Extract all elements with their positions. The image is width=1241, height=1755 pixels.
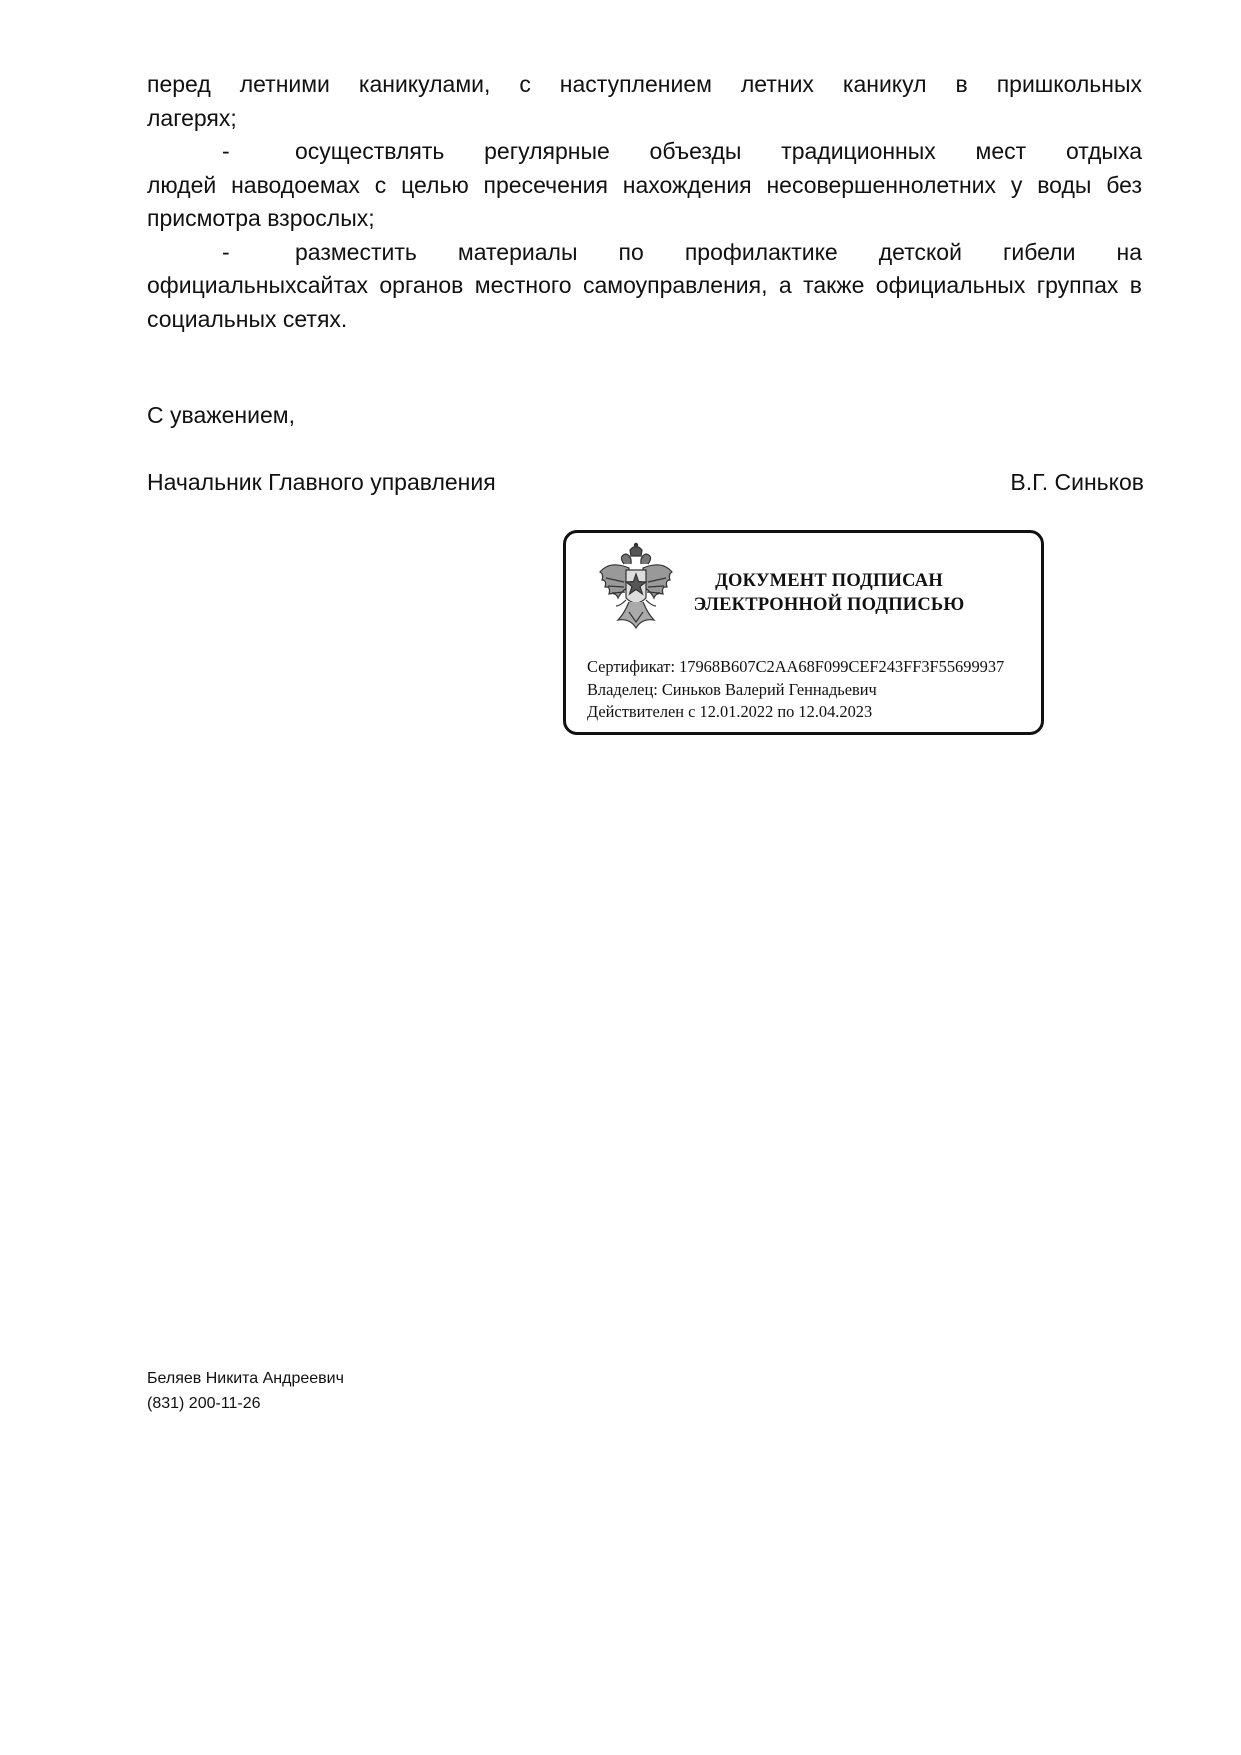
continuation-paragraph [147, 68, 1142, 135]
continuation-line-2: лагерях; [147, 104, 237, 131]
certificate-owner: Владелец: Синьков Валерий Геннадьевич [587, 679, 877, 699]
list-item-lead: разместить материалы по профилактике детской гибели на [295, 238, 1142, 265]
certificate-validity: Действителен с 12.01.2022 по 12.04.2023 [587, 702, 873, 721]
signer-name: В.Г. Синьков [1010, 469, 1144, 495]
executor-phone: (831) 200-11-26 [147, 1395, 261, 1412]
stamp-details [587, 656, 1041, 724]
list-item [147, 236, 1142, 337]
list-marker: - [222, 138, 230, 164]
emblem-icon [596, 542, 676, 634]
signer-role: Начальник Главного управления [147, 469, 496, 495]
continuation-line-1: перед летними каникулами, с наступлением летних каникул в пришкольных [147, 71, 1142, 97]
certificate-number: Сертификат: 17968B607C2AA68F099CEF243FF3F55699937 [587, 657, 1005, 676]
letter-body [147, 68, 1142, 336]
list-marker: - [222, 238, 230, 265]
list-item [147, 135, 1142, 236]
executor-contact [147, 1366, 344, 1416]
list-item-text: людей наводоемах с целью пресечения нахождения несовершеннолетних у воды без присмотра взрослых; [147, 171, 1142, 231]
electronic-signature-stamp [563, 530, 1044, 735]
executor-name: Беляев Никита Андреевич [147, 1370, 344, 1387]
stamp-title-line-2: ЭЛЕКТРОННОЙ ПОДПИСЬЮ [693, 595, 965, 615]
closing-greeting: С уважением, [147, 402, 295, 428]
stamp-title-line-1: ДОКУМЕНТ ПОДПИСАН [715, 571, 943, 591]
list-item-text: официальныхсайтах органов местного самоуправления, а также официальных группах в социальных сетях. [147, 272, 1142, 332]
stamp-title [684, 569, 974, 617]
list-item-lead: осуществлять регулярные объезды традиционных мест отдыха [295, 138, 1142, 164]
